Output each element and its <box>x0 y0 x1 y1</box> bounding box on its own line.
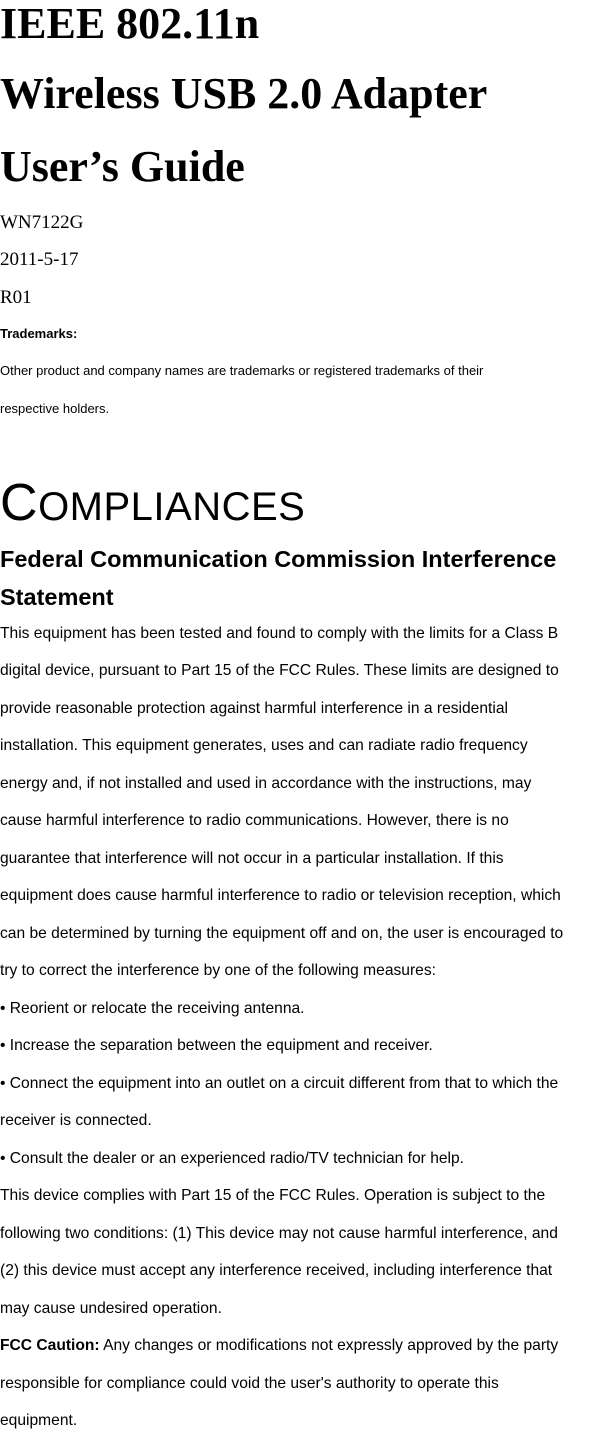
fcc-caution-text: Any changes or modifications not expressly approved by the party <box>99 1337 559 1354</box>
trademarks-label: Trademarks: <box>0 326 78 341</box>
fcc-body-line: installation. This equipment generates, uses and can radiate radio frequency <box>0 737 528 754</box>
trademarks-text-line-2: respective holders. <box>0 401 110 416</box>
compliances-heading-initial: C <box>0 474 39 532</box>
fcc-body-line: digital device, pursuant to Part 15 of the FCC Rules. These limits are designed to <box>0 662 559 679</box>
trademarks-text-line-1: Other product and company names are trademarks or registered trademarks of their <box>0 363 484 378</box>
fcc-body-line: may cause undesired operation. <box>0 1300 222 1317</box>
bullet-item: • Increase the separation between the equipment and receiver. <box>0 1037 433 1054</box>
fcc-body-line: can be determined by turning the equipment off and on, the user is encouraged to <box>0 925 564 942</box>
compliances-heading-rest: OMPLIANCES <box>38 485 306 529</box>
fcc-body-line: provide reasonable protection against harmful interference in a residential <box>0 700 508 717</box>
fcc-body-line: guarantee that interference will not occur in a particular installation. If this <box>0 850 504 867</box>
fcc-body-line: cause harmful interference to radio communications. However, there is no <box>0 812 509 829</box>
fcc-caution-label: FCC Caution: <box>0 1337 100 1354</box>
fcc-heading-line-2: Statement <box>0 584 114 610</box>
document-date: 2011-5-17 <box>0 249 79 270</box>
fcc-caution-line-2: responsible for compliance could void the user's authority to operate this <box>0 1375 499 1392</box>
fcc-caution-line-1 <box>0 1338 558 1354</box>
compliances-heading <box>0 474 306 532</box>
fcc-body-line: following two conditions: (1) This device may not cause harmful interference, and <box>0 1225 558 1242</box>
bullet-item-continuation: receiver is connected. <box>0 1112 152 1129</box>
model-number: WN7122G <box>0 212 84 233</box>
fcc-body-line: This device complies with Part 15 of the FCC Rules. Operation is subject to the <box>0 1187 546 1204</box>
title-line-1: IEEE 802.11n <box>0 0 260 48</box>
fcc-body-line: try to correct the interference by one of the following measures: <box>0 962 436 979</box>
fcc-body-line: This equipment has been tested and found to comply with the limits for a Class B <box>0 625 559 642</box>
bullet-item: • Consult the dealer or an experienced radio/TV technician for help. <box>0 1150 465 1167</box>
fcc-body-line: (2) this device must accept any interference received, including interference that <box>0 1262 553 1279</box>
bullet-item: • Connect the equipment into an outlet on a circuit different from that to which the <box>0 1075 559 1092</box>
fcc-heading-line-1: Federal Communication Commission Interference <box>0 546 557 572</box>
fcc-caution-line-3: equipment. <box>0 1412 78 1429</box>
title-line-2: Wireless USB 2.0 Adapter <box>0 69 488 118</box>
revision-number: R01 <box>0 287 32 308</box>
bullet-item: • Reorient or relocate the receiving antenna. <box>0 1000 305 1017</box>
fcc-body-line: equipment does cause harmful interference to radio or television reception, which <box>0 887 561 904</box>
fcc-body-line: energy and, if not installed and used in accordance with the instructions, may <box>0 775 532 792</box>
title-line-3: User’s Guide <box>0 142 245 191</box>
